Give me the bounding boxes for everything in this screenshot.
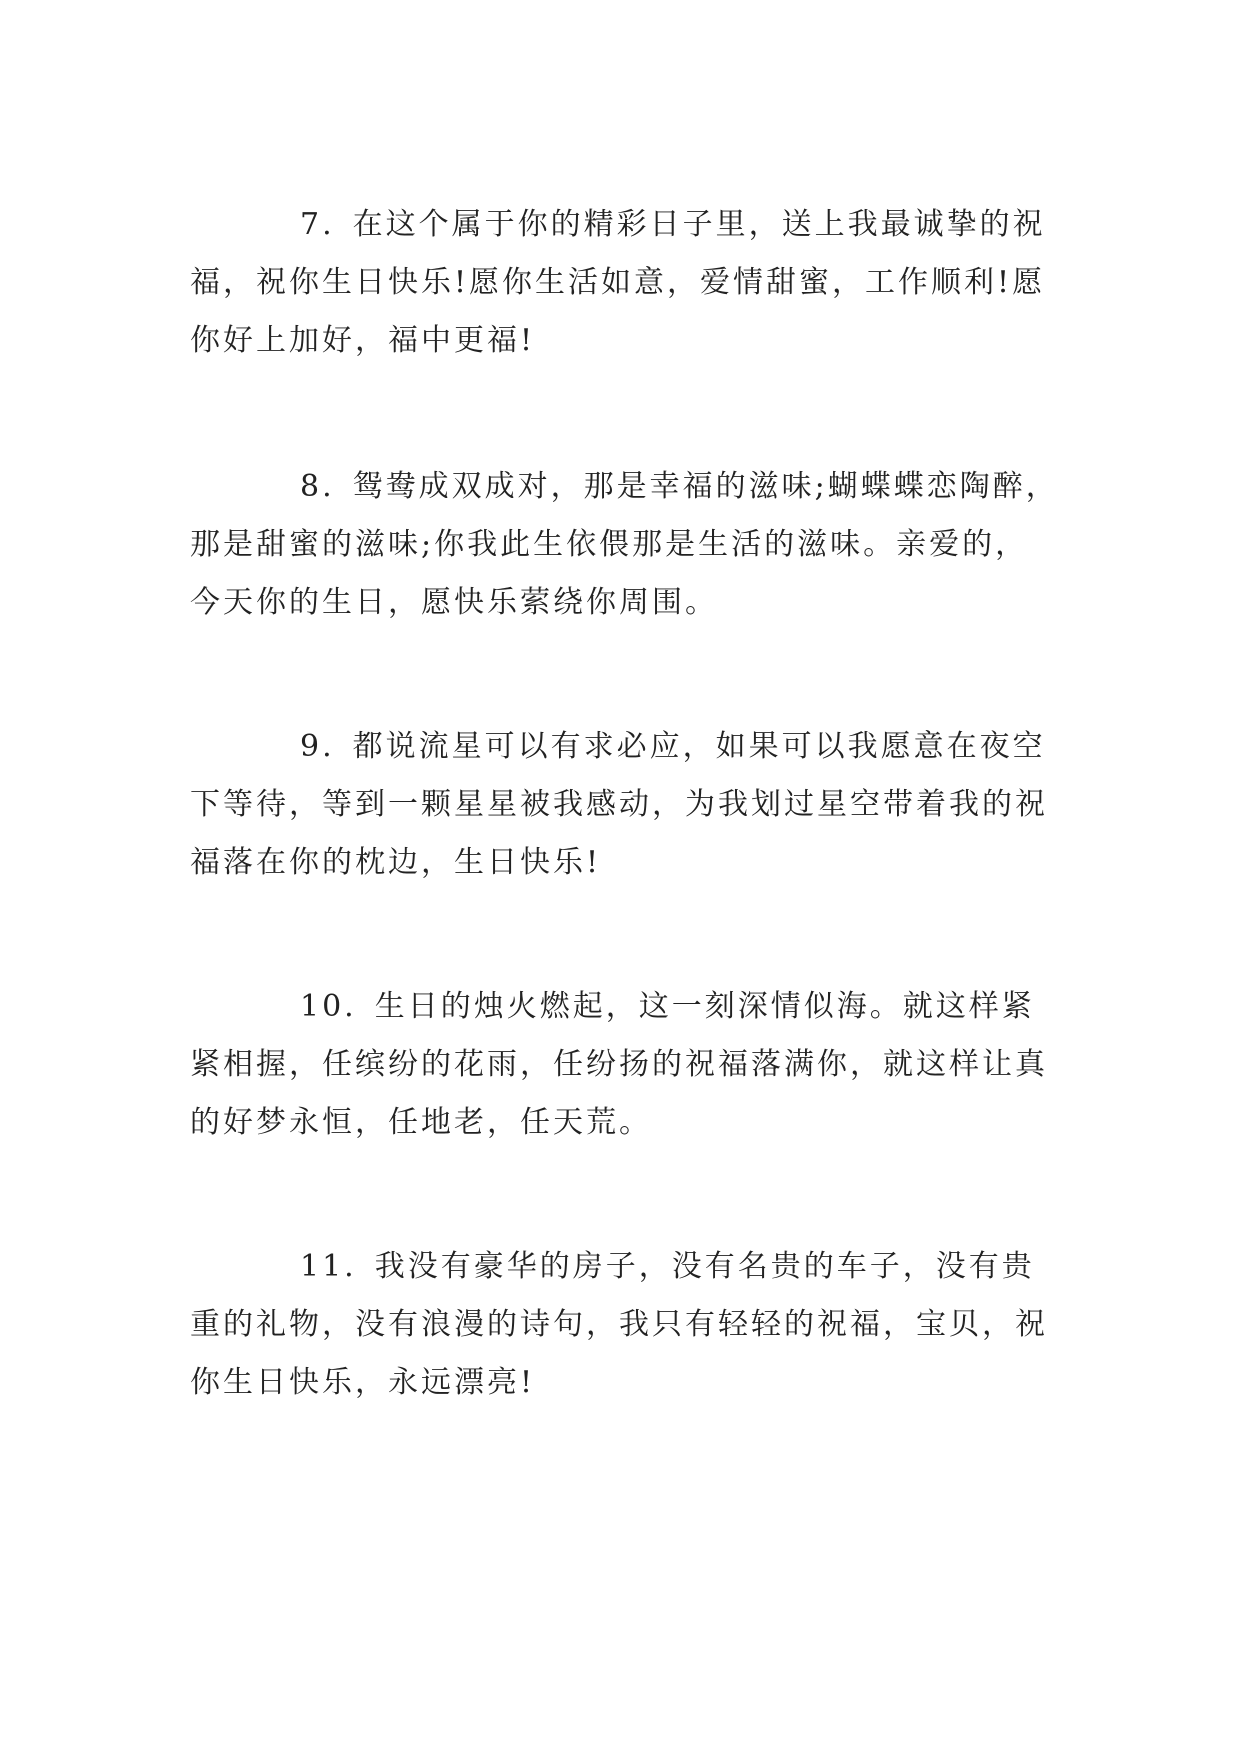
paragraph-text: 鸳鸯成双成对，那是幸福的滋味;蝴蝶蝶恋陶醉，那是甜蜜的滋味;你我此生依偎那是生活的滋味。亲爱的，今天你的生日，愿快乐萦绕你周围。 bbox=[190, 469, 1059, 620]
paragraph-number: 8. bbox=[300, 469, 335, 504]
paragraph-7 bbox=[190, 196, 1060, 370]
paragraph-10 bbox=[190, 978, 1060, 1152]
paragraph-text: 生日的烛火燃起，这一刻深情似海。就这样紧紧相握，任缤纷的花雨，任纷扬的祝福落满你，就这样让真的好梦永恒，任地老，任天荒。 bbox=[190, 989, 1048, 1140]
paragraph-11 bbox=[190, 1238, 1060, 1412]
paragraph-text: 我没有豪华的房子，没有名贵的车子，没有贵重的礼物，没有浪漫的诗句，我只有轻轻的祝福，宝贝，祝你生日快乐，永远漂亮! bbox=[190, 1249, 1048, 1400]
paragraph-number: 11. bbox=[300, 1249, 357, 1284]
paragraph-number: 10. bbox=[300, 989, 357, 1024]
paragraph-8 bbox=[190, 458, 1060, 632]
paragraph-number: 7. bbox=[300, 207, 335, 242]
paragraph-text: 在这个属于你的精彩日子里，送上我最诚挚的祝福，祝你生日快乐!愿你生活如意，爱情甜蜜，工作顺利!愿你好上加好，福中更福! bbox=[190, 207, 1046, 358]
paragraph-number: 9. bbox=[300, 729, 335, 764]
paragraph-text: 都说流星可以有求必应，如果可以我愿意在夜空下等待，等到一颗星星被我感动，为我划过星空带着我的祝福落在你的枕边，生日快乐! bbox=[190, 729, 1048, 880]
paragraph-9 bbox=[190, 718, 1060, 892]
